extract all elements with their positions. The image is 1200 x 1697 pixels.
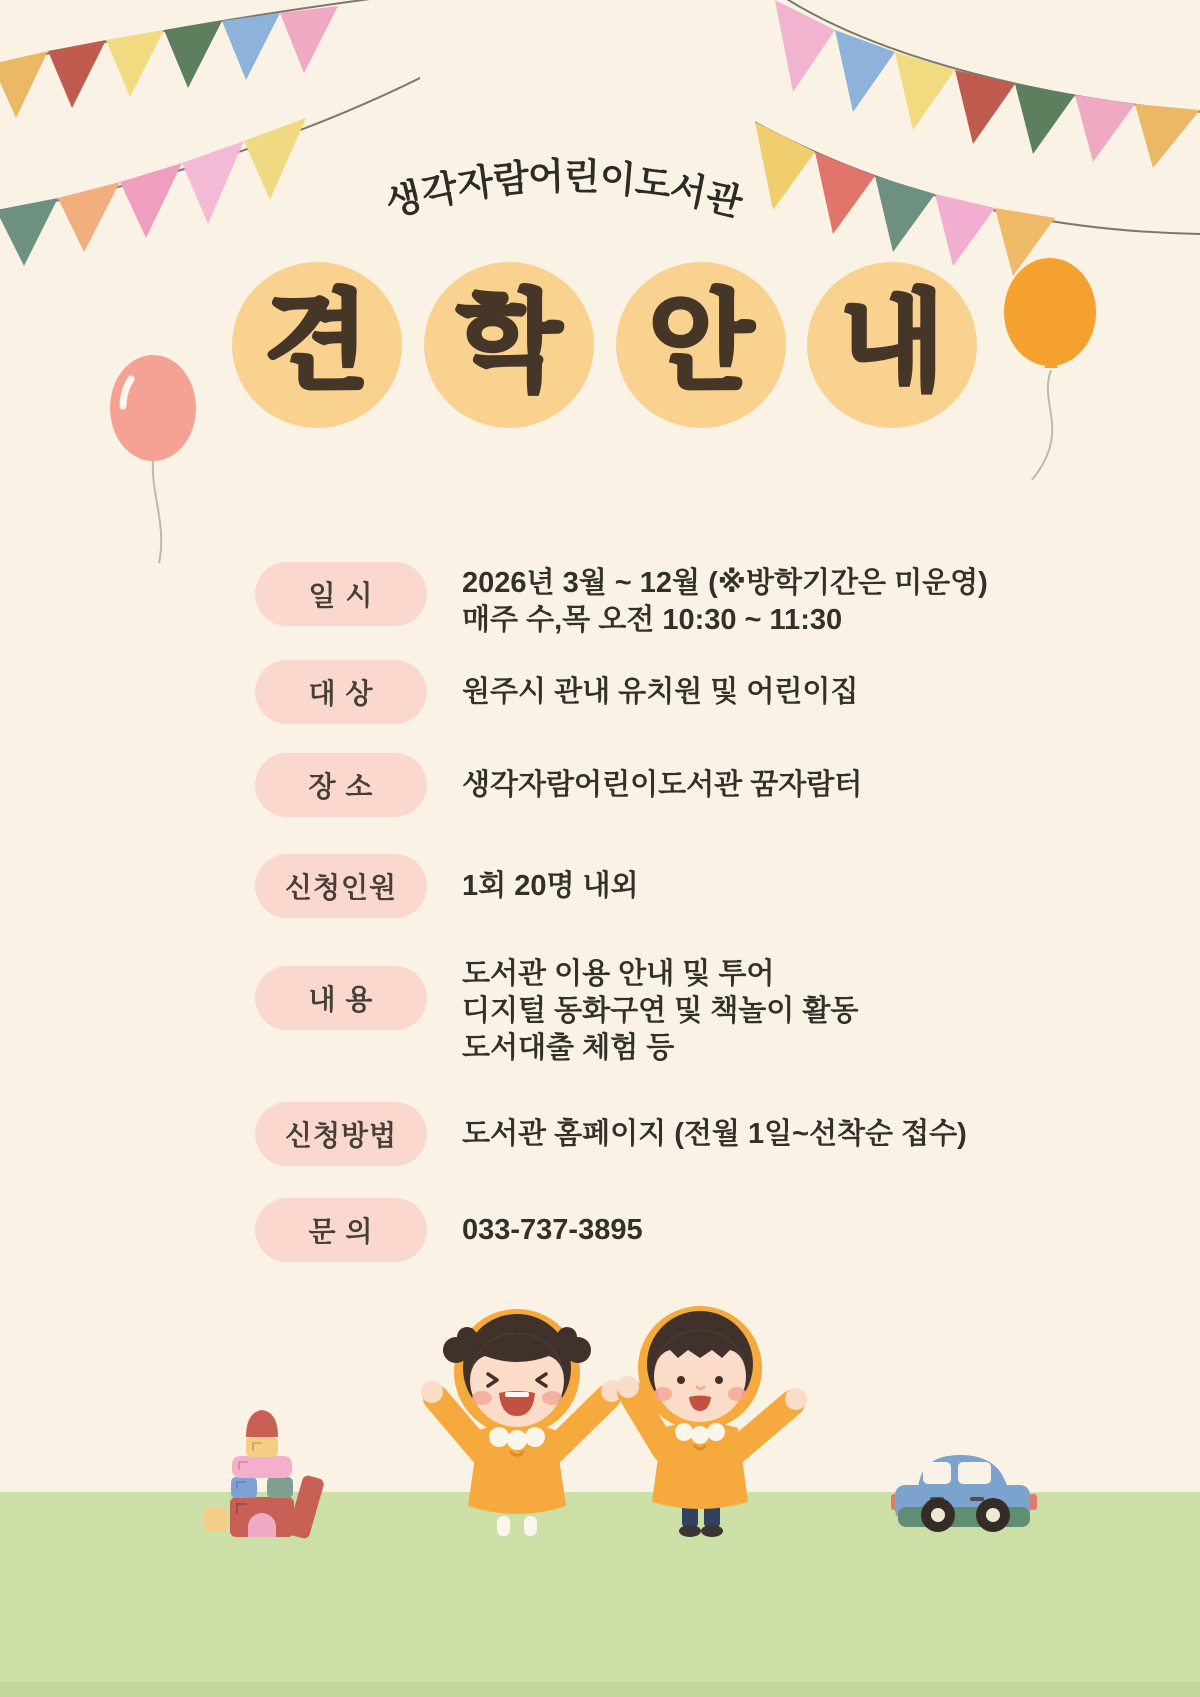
balloon-string [1032, 370, 1052, 480]
block-top-yellow [246, 1437, 278, 1457]
flag [0, 198, 58, 266]
boy-collar [707, 1423, 725, 1441]
library-name-char: 이 [597, 157, 637, 202]
title-oval-2 [424, 262, 594, 428]
info-row-datetime [0, 562, 1200, 636]
title-char: 안 [648, 281, 754, 402]
flag [0, 51, 48, 118]
info-label: 일 시 [308, 580, 374, 611]
info-label-pill [255, 854, 427, 918]
title-char: 견 [264, 281, 370, 402]
library-name [0, 146, 1164, 224]
library-name-char: 각 [418, 166, 462, 215]
boy-cheek [654, 1387, 672, 1401]
toy-car [890, 1445, 1040, 1545]
girl-leg-right [524, 1516, 537, 1536]
library-name-char: 린 [563, 155, 601, 198]
boy-cheek [728, 1387, 746, 1401]
boy-shoe-right [701, 1525, 723, 1537]
girl-hand-left [421, 1381, 443, 1403]
flag [935, 194, 995, 266]
title-char: 학 [456, 281, 562, 402]
info-row-contents [0, 958, 1200, 1064]
info-value [462, 1102, 967, 1166]
orange-balloon [990, 255, 1120, 495]
info-value [462, 565, 988, 639]
info-label: 장 소 [308, 771, 374, 802]
girl-cheek [472, 1391, 492, 1405]
flag [164, 21, 222, 88]
boy-hand-left [617, 1376, 639, 1398]
car-door-handle [970, 1497, 984, 1501]
girl-collar [507, 1430, 527, 1450]
car-base [898, 1507, 1030, 1527]
info-label: 대 상 [308, 678, 374, 709]
car-window-front [923, 1462, 951, 1484]
girl-collar [489, 1427, 509, 1447]
info-value-line: 원주시 관내 유치원 및 어린이집 [462, 675, 859, 708]
girl-teeth [505, 1392, 529, 1397]
library-name-char: 도 [632, 160, 674, 207]
boy-collar [691, 1426, 709, 1444]
bunting-top-left [0, 0, 420, 270]
info-value [462, 753, 862, 817]
boy-eye-left [677, 1376, 685, 1384]
girl-character [421, 1309, 623, 1536]
block-blue [231, 1477, 257, 1498]
info-label-pill [255, 966, 427, 1030]
library-name-char: 어 [527, 155, 565, 198]
info-row-apply [0, 1102, 1200, 1166]
library-name-char: 람 [491, 157, 531, 202]
title-oval-3 [616, 262, 786, 428]
title-char: 내 [839, 281, 945, 402]
info-row-place [0, 753, 1200, 817]
flag [222, 13, 280, 80]
boy-collar [675, 1423, 693, 1441]
boy-eye-right [715, 1376, 723, 1384]
grass-shadow [0, 1682, 1200, 1697]
children-illustration [400, 1240, 820, 1560]
info-value-line: 도서대출 체험 등 [462, 1032, 675, 1064]
info-value-line: 매주 수,목 오전 10:30 ~ 11:30 [462, 604, 843, 636]
flag [835, 30, 895, 112]
title-oval-1 [232, 262, 402, 428]
girl-leg-left [497, 1516, 510, 1536]
girl-collar [525, 1427, 545, 1447]
library-name-char: 자 [454, 160, 496, 207]
info-value-line: 도서관 홈페이지 (전월 1일~선착순 접수) [462, 1117, 967, 1150]
info-value-line: 디지털 동화구연 및 책놀이 활동 [462, 995, 859, 1027]
car-hub [986, 1508, 1000, 1522]
flag [895, 52, 955, 130]
pink-balloon [95, 345, 225, 575]
toy-blocks [155, 1400, 355, 1550]
info-value [462, 660, 858, 724]
info-label: 내 용 [308, 984, 374, 1015]
info-value-line: 도서관 이용 안내 및 투어 [462, 958, 775, 990]
boy-character [617, 1306, 807, 1537]
title-oval-4 [807, 262, 977, 428]
boy-shoe-left [679, 1525, 701, 1537]
info-label: 신청인원 [284, 872, 398, 903]
info-label-pill [255, 753, 427, 817]
info-row-capacity [0, 854, 1200, 918]
library-name-char: 서 [666, 166, 710, 215]
flag [1015, 84, 1075, 154]
info-value [462, 854, 639, 918]
flag [280, 6, 338, 73]
girl-cheek [542, 1391, 562, 1405]
balloon-string [153, 461, 161, 563]
info-label-pill [255, 562, 427, 626]
block-pink [232, 1456, 292, 1478]
info-value [462, 956, 858, 1067]
library-name-char: 관 [701, 175, 747, 224]
block-teal [267, 1477, 293, 1498]
info-value-line: 2026년 3월 ~ 12월 (※방학기간은 미운영) [462, 567, 988, 599]
info-label: 문 의 [308, 1216, 374, 1247]
car-window-rear [958, 1462, 991, 1484]
info-label-pill [255, 1102, 427, 1166]
flag [48, 40, 106, 108]
info-label-pill [255, 660, 427, 724]
balloon-body [1004, 258, 1096, 366]
info-value-line: 생각자람어린이도서관 꿈자람터 [462, 768, 863, 801]
info-label: 신청방법 [284, 1120, 398, 1151]
info-value-line: 033-737-3895 [462, 1213, 643, 1246]
boy-hand-right [785, 1388, 807, 1410]
info-row-target [0, 660, 1200, 724]
block-roof [246, 1410, 278, 1437]
library-name-char: 생 [381, 175, 427, 224]
block-small-yellow [203, 1508, 227, 1532]
flag [106, 30, 164, 97]
info-value-line: 1회 20명 내외 [462, 869, 639, 902]
flag [775, 0, 835, 92]
car-hub [931, 1508, 945, 1522]
